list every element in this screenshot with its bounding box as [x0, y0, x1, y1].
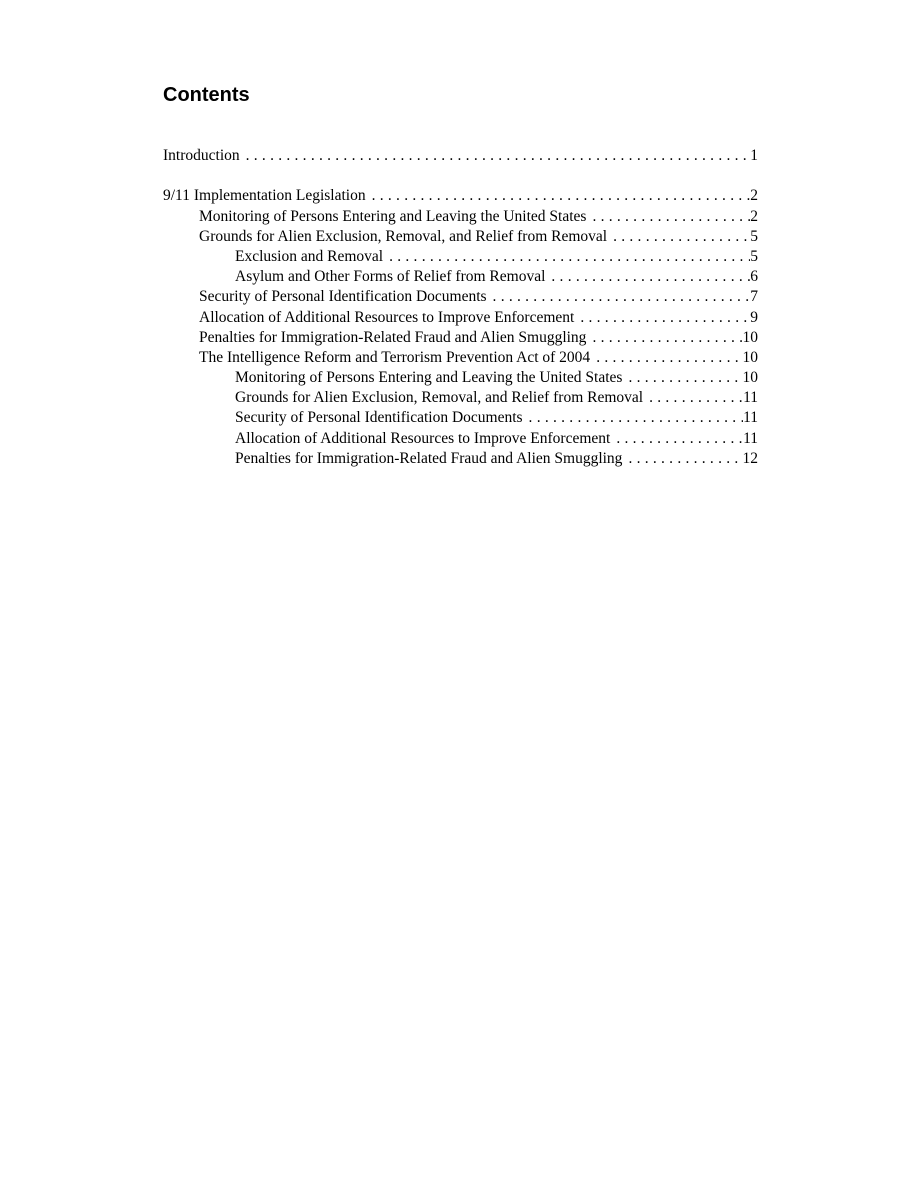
toc-entry[interactable]	[163, 449, 758, 469]
toc-entry-page: 10	[742, 348, 758, 366]
toc-entry-page: 2	[750, 187, 758, 205]
toc-entry-title: Allocation of Additional Resources to Improve Enforcement	[199, 308, 575, 326]
toc-entry-title: Penalties for Immigration-Related Fraud and Alien Smuggling	[235, 449, 623, 467]
toc-leader-dots	[383, 247, 750, 267]
toc-entry[interactable]	[163, 408, 758, 428]
toc-leader-dots	[586, 207, 750, 227]
toc-entry-page: 11	[743, 429, 758, 447]
toc-leader-dots	[487, 287, 751, 307]
toc-leader-dots	[622, 449, 742, 469]
toc-entry-page: 5	[750, 247, 758, 265]
toc-entry-page: 11	[743, 389, 758, 407]
toc-entry-page: 6	[750, 268, 758, 286]
toc-entry[interactable]	[163, 186, 758, 206]
table-of-contents	[163, 146, 758, 469]
toc-entry[interactable]	[163, 308, 758, 328]
toc-entry-page: 11	[743, 409, 758, 427]
contents-heading: Contents	[163, 84, 250, 106]
toc-leader-dots	[523, 408, 744, 428]
toc-leader-dots	[622, 368, 742, 388]
toc-leader-dots	[607, 227, 750, 247]
toc-entry-title: Security of Personal Identification Documents	[199, 288, 487, 306]
toc-entry-title: Introduction	[163, 147, 240, 164]
toc-entry-page: 10	[742, 369, 758, 387]
toc-entry[interactable]	[163, 429, 758, 449]
toc-entry-page: 1	[750, 147, 758, 164]
toc-entry-title: Security of Personal Identification Documents	[235, 409, 523, 427]
toc-leader-dots	[610, 429, 743, 449]
toc-entry-title: Grounds for Alien Exclusion, Removal, and Relief from Removal	[235, 389, 644, 407]
toc-entry[interactable]	[163, 247, 758, 267]
toc-entry[interactable]	[163, 287, 758, 307]
toc-entry-title: Allocation of Additional Resources to Improve Enforcement	[235, 429, 611, 447]
toc-entry[interactable]	[163, 227, 758, 247]
toc-entry-page: 2	[750, 207, 758, 225]
toc-leader-dots	[240, 146, 751, 166]
toc-entry-title: 9/11 Implementation Legislation	[163, 187, 366, 205]
toc-entry-title: Monitoring of Persons Entering and Leaving the United States	[199, 207, 587, 225]
toc-entry[interactable]	[163, 368, 758, 388]
toc-entry-title: Penalties for Immigration-Related Fraud and Alien Smuggling	[199, 328, 587, 346]
toc-entry-page: 5	[750, 227, 758, 245]
toc-entry[interactable]	[163, 267, 758, 287]
toc-leader-dots	[545, 267, 750, 287]
toc-entry-title: The Intelligence Reform and Terrorism Prevention Act of 2004	[199, 348, 591, 366]
toc-leader-dots	[574, 308, 750, 328]
toc-entry-title: Exclusion and Removal	[235, 247, 384, 265]
toc-entry-title: Grounds for Alien Exclusion, Removal, and Relief from Removal	[199, 227, 608, 245]
toc-leader-dots	[590, 348, 742, 368]
toc-entry-page: 10	[742, 328, 758, 346]
toc-entry-page: 9	[750, 308, 758, 326]
toc-leader-dots	[586, 328, 742, 348]
toc-entry-title: Monitoring of Persons Entering and Leaving the United States	[235, 369, 623, 387]
toc-entry-page: 7	[750, 288, 758, 306]
toc-entry-title: Asylum and Other Forms of Relief from Removal	[235, 268, 546, 286]
toc-entry[interactable]	[163, 207, 758, 227]
toc-leader-dots	[643, 388, 743, 408]
toc-entry[interactable]	[163, 328, 758, 348]
toc-entry[interactable]	[163, 146, 758, 166]
toc-leader-dots	[366, 186, 751, 206]
toc-entry[interactable]	[163, 348, 758, 368]
toc-entry-page: 12	[742, 449, 758, 467]
toc-entry[interactable]	[163, 388, 758, 408]
